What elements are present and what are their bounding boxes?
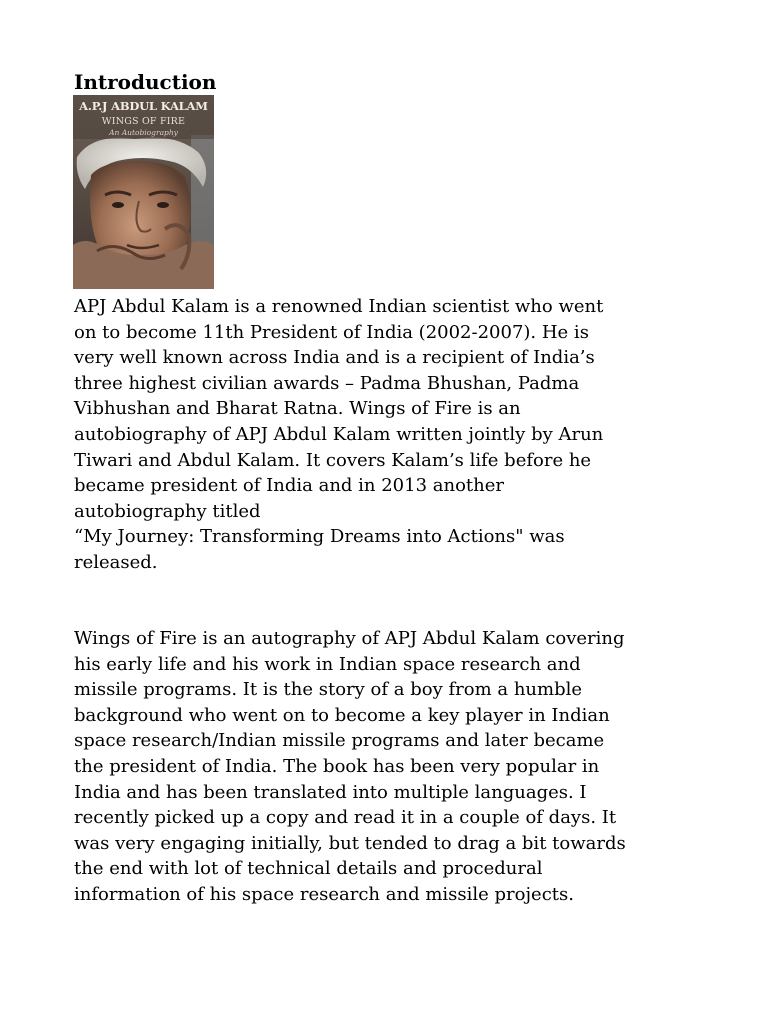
paragraph-intro: APJ Abdul Kalam is a renowned Indian scientist who went on to become 11th President of India (2002-2007). He is very well known across India and is a recipient of India’s three highest civilian awards – Padma Bhushan, Padma Vibhushan and Bharat Ratna. Wings of Fire is an autobiography of APJ Abdul Kalam written jointly by Arun Tiwari and Abdul Kalam. It covers Kalam’s life before he became president of India and in 2013 another autobiography titled “My Journey: Transforming Dreams into Actions" was released. [74, 296, 604, 573]
cover-author-text: A.P.J ABDUL KALAM [79, 99, 208, 113]
cover-subtitle-text: An Autobiography [109, 128, 178, 137]
cover-title-text: WINGS OF FIRE [101, 116, 186, 127]
book-cover-image [73, 95, 214, 289]
paragraph-review: Wings of Fire is an autography of APJ Abdul Kalam covering his early life and his work in Indian space research and missile programs. It is the story of a boy from a humble background who went on to become a key player in Indian space research/Indian missile programs and later became the president of India. The book has been very popular in India and has been translated into multiple languages. I recently picked up a copy and read it in a couple of days. It was very engaging initially, but tended to drag a bit towards the end with lot of technical details and procedural information of his space research and missile projects. [74, 628, 626, 905]
page-heading: Introduction [74, 70, 217, 94]
